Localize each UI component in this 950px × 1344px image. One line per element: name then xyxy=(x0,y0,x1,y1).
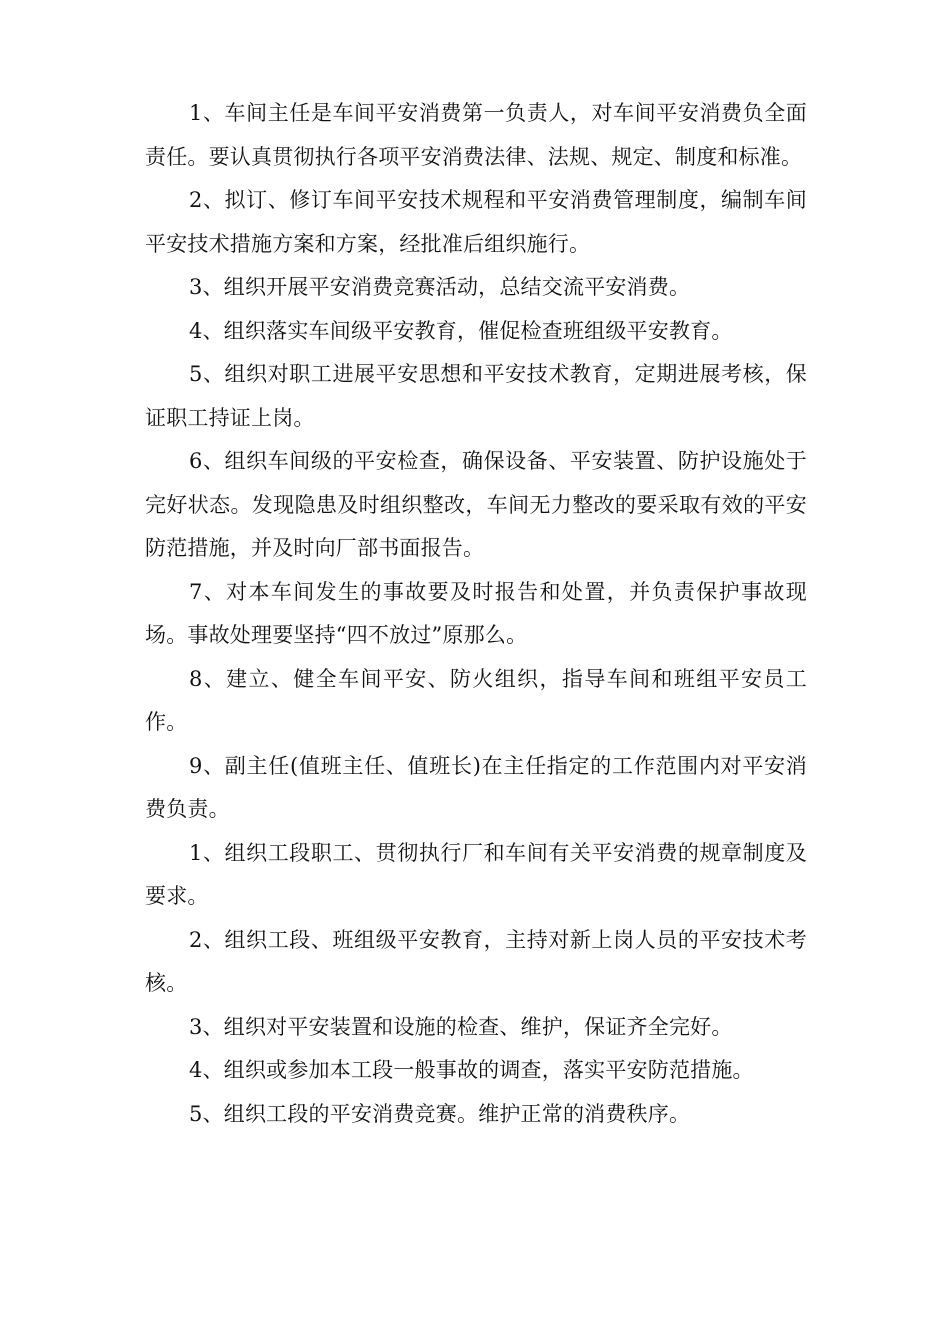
paragraph-2: 2、拟订、修订车间平安技术规程和平安消费管理制度，编制车间平安技术措施方案和方案，经批准后组织施行。 xyxy=(145,188,807,256)
paragraph-13: 4、组织或参加本工段一般事故的调查，落实平安防范措施。 xyxy=(189,1058,754,1082)
paragraph-14: 5、组织工段的平安消费竞赛。维护正常的消费秩序。 xyxy=(189,1101,691,1126)
paragraph-7: 7、对本车间发生的事故要及时报告和处置，并负责保护事故现场。事故处理要坚持“四不放过”原那么。 xyxy=(145,579,807,647)
paragraph-8: 8、建立、健全车间平安、防火组织，指导车间和班组平安员工作。 xyxy=(145,666,807,734)
paragraph-4: 4、组织落实车间级平安教育，催促检查班组级平安教育。 xyxy=(189,318,733,343)
document-body xyxy=(145,92,807,1136)
paragraph-12: 3、组织对平安装置和设施的检查、维护，保证齐全完好。 xyxy=(189,1014,733,1039)
paragraph-10: 1、组织工段职工、贯彻执行厂和车间有关平安消费的规章制度及要求。 xyxy=(145,840,807,908)
paragraph-9: 9、副主任(值班主任、值班长)在主任指定的工作范围内对平安消费负责。 xyxy=(145,753,807,821)
paragraph-3: 3、组织开展平安消费竞赛活动，总结交流平安消费。 xyxy=(189,275,691,299)
paragraph-11: 2、组织工段、班组级平安教育，主持对新上岗人员的平安技术考核。 xyxy=(145,927,807,995)
paragraph-1: 1、车间主任是车间平安消费第一负责人，对车间平安消费负全面责任。要认真贯彻执行各项平安消费法律、法规、规定、制度和标准。 xyxy=(145,101,807,169)
paragraph-6: 6、组织车间级的平安检查，确保设备、平安装置、防护设施处于完好状态。发现隐患及时组织整改，车间无力整改的要采取有效的平安防范措施，并及时向厂部书面报告。 xyxy=(145,449,807,560)
paragraph-5: 5、组织对职工进展平安思想和平安技术教育，定期进展考核，保证职工持证上岗。 xyxy=(145,362,807,430)
